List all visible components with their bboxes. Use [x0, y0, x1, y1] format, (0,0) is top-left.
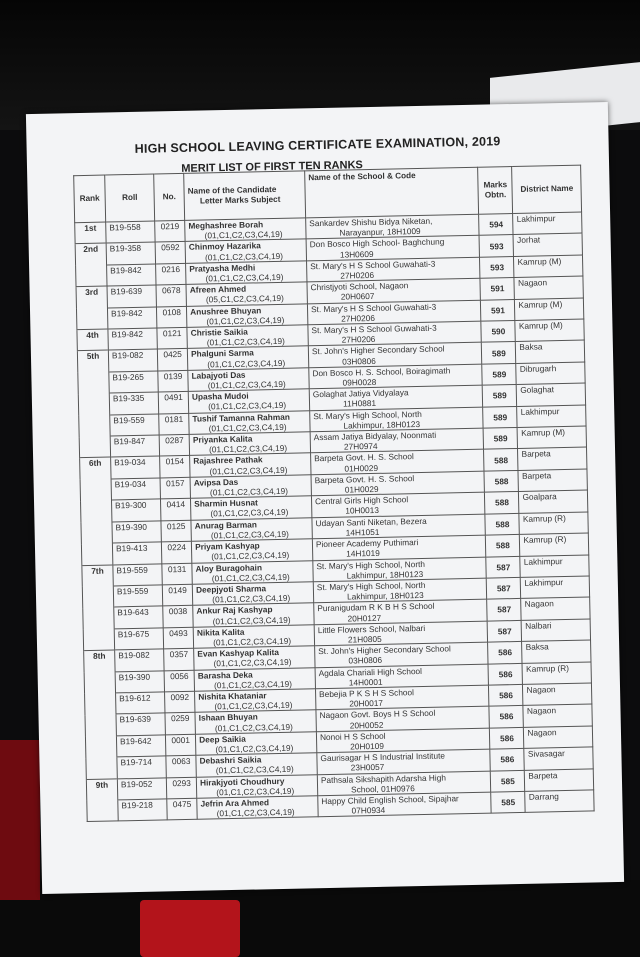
marks-cell: 588 — [484, 470, 519, 492]
school-name: Happy Child English School, Sipajhar — [321, 793, 459, 807]
number-cell: 0216 — [156, 263, 186, 285]
district-cell: Barpeta — [525, 769, 594, 792]
marks-cell: 590 — [481, 321, 516, 343]
candidate-name: Christie Saikia — [190, 326, 248, 338]
candidate-subjects: (01,C1,C2,C3,C4,19) — [215, 742, 294, 755]
school-code: 03H0806 — [348, 655, 383, 666]
marks-cell: 594 — [479, 213, 514, 235]
marks-cell: 591 — [481, 299, 516, 321]
candidate-name: Evan Kashyap Kalita — [197, 647, 280, 659]
school-name: Golaghat Jatiya Vidyalaya — [312, 387, 409, 400]
candidate-subjects: (01,C1,C2,C3,C4,19) — [211, 550, 290, 562]
school-code: Narayanpur, 18H1009 — [339, 226, 421, 238]
marks-cell: 586 — [489, 706, 524, 728]
school-name: Puranigudam R K B H S School — [317, 601, 435, 614]
candidate-cell — [191, 517, 312, 541]
school-name: St. Mary's H S School Guwahati-3 — [310, 258, 436, 272]
district-cell: Kamrup (R) — [519, 512, 588, 535]
school-name: Don Bosco High School- Baghchung — [309, 236, 445, 250]
candidate-cell — [194, 667, 315, 691]
number-cell: 0056 — [164, 670, 194, 692]
header-marks-line2: Obtn. — [484, 190, 507, 200]
school-name: Udayan Santi Niketan, Bezera — [315, 515, 427, 528]
document-subtitle: MERIT LIST OF FIRST TEN RANKS — [181, 159, 363, 175]
candidate-cell — [186, 282, 307, 306]
candidate-cell — [190, 453, 311, 477]
marks-cell: 586 — [490, 749, 525, 771]
rank-cell: 6th — [80, 457, 111, 479]
district-cell: Lakhimpur — [513, 212, 582, 235]
candidate-name: Tushif Tamanna Rahman — [192, 411, 290, 424]
header-rank: Rank — [74, 175, 106, 223]
red-object — [140, 900, 240, 957]
school-name: Sankardev Shishu Bidya Niketan, — [309, 215, 433, 229]
school-name: Barpeta Govt. H. S. School — [314, 451, 414, 464]
rank-cell — [81, 500, 112, 522]
candidate-cell — [188, 368, 309, 392]
candidate-name: Meghashree Borah — [188, 219, 264, 231]
candidate-subjects: (01,C1,C2,C3,C4,19) — [208, 421, 287, 434]
district-cell: Golaghat — [517, 383, 586, 406]
candidate-cell — [187, 303, 308, 327]
candidate-cell — [189, 432, 310, 456]
school-code: 20H0109 — [350, 740, 384, 752]
school-name: St. Mary's High School, North — [316, 558, 426, 571]
number-cell: 0414 — [161, 499, 191, 521]
school-code: 20H0017 — [349, 697, 384, 709]
rank-cell — [83, 629, 114, 651]
school-name: Barpeta Govt. H. S. School — [314, 473, 415, 486]
rank-cell — [83, 607, 114, 629]
number-cell: 0001 — [166, 734, 196, 756]
marks-cell: 589 — [482, 363, 517, 385]
roll-cell: B19-639 — [107, 285, 157, 307]
marks-cell: 589 — [482, 385, 517, 407]
candidate-cell — [192, 539, 313, 563]
candidate-cell — [195, 710, 316, 734]
roll-cell: B19-612 — [116, 692, 166, 714]
candidate-subjects: (01,C1,C2,C3,C4,19) — [209, 485, 289, 498]
school-code: 27H0206 — [340, 269, 375, 281]
rank-cell — [81, 522, 112, 544]
candidate-name: Anushree Bhuyan — [190, 304, 262, 317]
marks-cell: 588 — [484, 449, 519, 471]
school-name: St. John's Higher Secondary School — [318, 643, 451, 657]
marks-cell: 586 — [489, 684, 524, 706]
school-name: St. Mary's H S School Guwahati-3 — [310, 301, 437, 314]
marks-cell: 586 — [490, 727, 525, 749]
candidate-name: Barasha Deka — [197, 669, 253, 681]
number-cell: 0493 — [163, 627, 193, 649]
number-cell: 0181 — [159, 413, 189, 435]
school-name: St. Mary's High School, North — [313, 408, 422, 421]
candidate-cell — [188, 389, 309, 413]
header-marks-line1: Marks — [483, 179, 508, 190]
candidate-subjects: (01,C1,C2,C3,C4,19) — [210, 528, 289, 541]
district-cell: Kamrup (M) — [514, 255, 583, 278]
roll-cell: B19-265 — [109, 371, 159, 393]
roll-cell: B19-052 — [117, 777, 167, 799]
candidate-cell — [192, 582, 313, 606]
rank-cell: 2nd — [75, 243, 106, 265]
candidate-subjects: (01,C1,C2,C3,C4,19) — [204, 250, 284, 263]
district-cell: Kamrup (M) — [518, 426, 587, 449]
marks-cell: 587 — [487, 620, 522, 642]
number-cell: 0139 — [158, 370, 188, 392]
number-cell: 0425 — [158, 349, 188, 371]
roll-cell: B19-559 — [110, 414, 160, 436]
candidate-cell — [195, 689, 316, 713]
number-cell: 0475 — [167, 798, 197, 820]
header-district: District Name — [512, 165, 581, 213]
marks-cell: 586 — [488, 642, 523, 664]
school-code: 27H0206 — [341, 312, 376, 324]
candidate-name: Ankur Raj Kashyap — [196, 604, 273, 617]
school-code: Lakhimpur, 18H0123 — [346, 568, 424, 581]
candidate-cell — [186, 261, 307, 285]
candidate-subjects: (05,C1,C2,C3,C4,19) — [205, 293, 284, 305]
rank-cell — [81, 543, 112, 565]
roll-cell: B19-082 — [115, 649, 165, 671]
roll-cell: B19-034 — [111, 478, 161, 500]
candidate-subjects: (01,C1,C2,C3,C4,19) — [209, 464, 288, 477]
marks-cell: 587 — [486, 556, 521, 578]
rank-cell — [80, 479, 111, 501]
candidate-subjects: (01,C1,C2,C3,C4,19) — [204, 229, 283, 241]
school-code: 20H0052 — [349, 719, 384, 731]
rank-cell: 5th — [77, 350, 108, 372]
roll-cell: B19-847 — [110, 435, 160, 457]
school-code: 10H0013 — [345, 505, 380, 517]
school-name: Assam Jatiya Bidyalay, Noonmati — [313, 429, 437, 443]
roll-cell: B19-082 — [108, 349, 158, 371]
number-cell: 0092 — [165, 691, 195, 713]
school-code: 14H1019 — [346, 548, 380, 559]
number-cell: 0287 — [159, 434, 189, 456]
candidate-name: Deep Saikia — [199, 733, 246, 745]
candidate-subjects: (01,C1,C2,C3,C4,19) — [211, 571, 290, 584]
roll-cell: B19-842 — [107, 264, 157, 286]
school-name: St. Mary's H S School Guwahati-3 — [311, 322, 437, 336]
school-code: 11H0881 — [342, 398, 377, 410]
candidate-cell — [185, 218, 306, 242]
candidate-name: Jefrin Ara Ahmed — [200, 797, 270, 809]
marks-cell: 587 — [486, 577, 521, 599]
school-name: Gaurisagar H S Industrial Institute — [320, 750, 446, 764]
candidate-subjects: (01,C1,C2,C3,C4,19) — [216, 785, 295, 798]
header-marks — [478, 167, 513, 215]
school-name: Pathsala Sikshapith Adarsha High — [320, 772, 446, 785]
school-name: Agdala Chariali High School — [318, 665, 423, 678]
school-code: Lakhimpur, 18H0123 — [346, 590, 424, 602]
candidate-subjects: (01,C1,C2,C3,C4,19) — [208, 443, 288, 455]
rank-cell — [82, 586, 113, 608]
district-cell: Lakhimpur — [521, 576, 590, 599]
marks-cell: 588 — [485, 492, 520, 514]
school-name: St. John's Higher Secondary School — [311, 343, 445, 357]
candidate-name: Labajyoti Das — [191, 369, 246, 381]
rank-cell — [79, 415, 110, 437]
header-candidate-line1: Name of the Candidate — [187, 184, 277, 196]
district-cell: Kamrup (M) — [515, 298, 584, 321]
rank-cell: 8th — [84, 650, 115, 672]
school-code: School, 01H0976 — [351, 782, 415, 795]
number-cell: 0038 — [163, 606, 193, 628]
roll-cell: B19-559 — [113, 563, 163, 585]
number-cell: 0224 — [162, 541, 192, 563]
marks-cell: 587 — [487, 599, 522, 621]
roll-cell: B19-413 — [112, 542, 162, 564]
district-cell: Nagaon — [523, 704, 592, 727]
candidate-cell — [187, 346, 308, 370]
number-cell: 0149 — [162, 584, 192, 606]
roll-cell: B19-034 — [111, 456, 161, 478]
district-cell: Dibrugarh — [516, 362, 585, 385]
district-cell: Nagaon — [521, 597, 590, 620]
candidate-cell — [196, 774, 317, 798]
rank-cell — [76, 265, 107, 287]
school-name: Central Girls High School — [314, 494, 409, 507]
marks-cell: 588 — [486, 535, 521, 557]
district-cell: Baksa — [516, 340, 585, 363]
candidate-subjects: (01,C1,C2,C3,C4,19) — [214, 699, 293, 712]
number-cell: 0678 — [156, 285, 186, 307]
candidate-subjects: (01,C1,C2,C3,C4,19) — [207, 357, 286, 370]
school-name: St. Mary's High School, North — [316, 579, 426, 593]
header-no: No. — [154, 173, 185, 221]
candidate-subjects: (01,C1,C2,C3,C4,19) — [206, 336, 285, 348]
candidate-cell — [191, 496, 312, 520]
district-cell: Goalpara — [519, 490, 588, 513]
candidate-cell — [185, 239, 306, 263]
school-name: Little Flowers School, Nalbari — [317, 622, 426, 635]
school-code: 09H0028 — [342, 376, 377, 388]
roll-cell: B19-358 — [106, 242, 156, 264]
candidate-name: Priyam Kashyap — [195, 540, 260, 552]
merit-list-page — [26, 102, 624, 894]
district-cell: Barpeta — [518, 447, 587, 470]
school-code: 21H0805 — [347, 633, 382, 645]
number-cell: 0131 — [162, 563, 192, 585]
roll-cell: B19-335 — [109, 392, 159, 414]
candidate-subjects: (01,C1,C2,C3,C4,19) — [207, 378, 286, 391]
candidate-subjects: (01,C1,C2,C3,C4,19) — [212, 614, 291, 626]
candidate-name: Nikita Kalita — [196, 626, 245, 638]
rank-cell: 3rd — [76, 286, 107, 308]
candidate-name: Chinmoy Hazarika — [188, 240, 261, 253]
number-cell: 0108 — [157, 306, 187, 328]
document-title: HIGH SCHOOL LEAVING CERTIFICATE EXAMINATION, 2019 — [134, 134, 501, 156]
candidate-name: Avipsa Das — [193, 476, 239, 488]
rank-cell — [79, 436, 110, 458]
roll-cell: B19-842 — [108, 328, 158, 350]
candidate-name: Upasha Mudoi — [191, 390, 249, 403]
candidate-cell — [190, 475, 311, 499]
candidate-name: Afreen Ahmed — [189, 283, 247, 296]
roll-cell: B19-643 — [114, 606, 164, 628]
school-name: Bebejia P K S H S School — [319, 687, 415, 700]
candidate-name: Aloy Buragohain — [195, 561, 263, 574]
school-code: 20H0127 — [347, 612, 382, 624]
rank-cell — [76, 308, 107, 330]
school-name: Don Bosco H. S. School, Boiragimath — [312, 365, 451, 379]
number-cell: 0154 — [160, 456, 190, 478]
number-cell: 0219 — [155, 220, 185, 242]
district-cell: Nagaon — [524, 726, 593, 749]
rank-cell: 1st — [75, 222, 106, 244]
marks-cell: 589 — [483, 428, 518, 450]
candidate-name: Nishita Khataniar — [198, 690, 267, 702]
rank-cell — [85, 714, 116, 736]
roll-cell: B19-675 — [114, 628, 164, 650]
candidate-name: Hirakjyoti Choudhury — [199, 775, 285, 788]
school-code: 27H0206 — [341, 334, 376, 345]
candidate-name: Debashri Saikia — [199, 754, 262, 766]
district-cell: Nagaon — [514, 276, 583, 299]
marks-cell: 589 — [483, 406, 518, 428]
candidate-cell — [196, 753, 317, 777]
district-cell: Jorhat — [514, 233, 583, 256]
number-cell: 0157 — [160, 477, 190, 499]
red-object-left — [0, 740, 40, 900]
rank-cell: 4th — [77, 329, 108, 351]
header-school: Name of the School & Code — [305, 167, 479, 218]
candidate-cell — [197, 796, 318, 820]
rank-cell — [78, 393, 109, 415]
roll-cell: B19-300 — [112, 499, 162, 521]
school-code: 14H1051 — [345, 526, 380, 538]
marks-cell: 585 — [491, 791, 526, 813]
district-cell: Barpeta — [518, 469, 587, 492]
candidate-cell — [189, 410, 310, 434]
candidate-subjects: (01,C1,C2,C3,C4,19) — [213, 635, 292, 648]
number-cell: 0125 — [161, 520, 191, 542]
candidate-name: Deepjyoti Sharma — [195, 583, 267, 595]
candidate-subjects: (01,C1,C2,C3,C4,19) — [208, 400, 287, 412]
school-code: 03H0806 — [342, 355, 376, 367]
school-name: Nonoi H S School — [319, 730, 386, 742]
district-cell: Darrang — [525, 790, 594, 813]
marks-cell: 585 — [491, 770, 526, 792]
number-cell: 0491 — [158, 392, 188, 414]
header-candidate — [184, 171, 306, 221]
number-cell: 0121 — [157, 327, 187, 349]
rank-cell — [78, 372, 109, 394]
school-code: 20H0607 — [340, 291, 375, 303]
candidate-cell — [187, 325, 308, 349]
district-cell: Kamrup (R) — [520, 533, 589, 556]
school-cell — [318, 792, 492, 817]
roll-cell: B19-390 — [115, 670, 165, 692]
number-cell: 0293 — [167, 777, 197, 799]
roll-cell: B19-390 — [112, 521, 162, 543]
candidate-name: Phalguni Sarma — [190, 347, 254, 360]
district-cell: Sivasagar — [524, 747, 593, 770]
header-roll: Roll — [105, 174, 155, 222]
candidate-cell — [194, 646, 315, 670]
district-cell: Lakhimpur — [517, 405, 586, 428]
roll-cell: B19-559 — [113, 585, 163, 607]
candidate-name: Ishaan Bhuyan — [198, 711, 258, 724]
candidate-subjects: (01,C1,C2,C3,C4,19) — [210, 507, 289, 519]
rank-cell — [86, 757, 117, 779]
district-cell: Kamrup (M) — [515, 319, 584, 342]
candidate-cell — [196, 731, 317, 755]
candidate-subjects: (01,C1,C2,C3,C4,19) — [216, 806, 295, 819]
candidate-cell — [193, 603, 314, 627]
marks-cell: 591 — [480, 278, 515, 300]
candidate-subjects: (01,C1,C2,C3,C4,19) — [205, 271, 284, 284]
rank-cell — [85, 693, 116, 715]
district-cell: Nalbari — [522, 619, 591, 642]
school-name: Nagaon Govt. Boys H S School — [319, 708, 436, 721]
school-code: 01H0029 — [344, 462, 379, 474]
marks-cell: 593 — [479, 235, 514, 257]
roll-cell: B19-642 — [116, 735, 166, 757]
candidate-cell — [192, 560, 313, 584]
district-cell: Kamrup (R) — [522, 661, 591, 684]
candidate-name: Priyanka Kalita — [192, 433, 253, 445]
roll-cell: B19-558 — [106, 221, 156, 243]
header-candidate-line2: Letter Marks Subject — [199, 194, 281, 206]
roll-cell: B19-842 — [107, 307, 157, 329]
candidate-subjects: (01,C1,C2,C3,C4,19) — [213, 657, 292, 669]
marks-cell: 593 — [480, 256, 515, 278]
number-cell: 0259 — [165, 713, 195, 735]
rank-cell — [87, 800, 118, 822]
school-code: 07H0934 — [351, 804, 386, 816]
candidate-cell — [193, 624, 314, 648]
candidate-subjects: (01,C1,C2,C3,C4,19) — [215, 764, 294, 776]
candidate-subjects: (01,C1,C2,C3,C4,19) — [214, 721, 293, 733]
rank-cell — [85, 736, 116, 758]
roll-cell: B19-714 — [117, 756, 167, 778]
school-code: 23H0057 — [350, 762, 385, 773]
district-cell: Lakhimpur — [520, 554, 589, 577]
merit-table — [73, 165, 594, 823]
school-code: 14H0001 — [348, 676, 383, 688]
marks-cell: 589 — [482, 342, 517, 364]
roll-cell: B19-218 — [118, 799, 168, 821]
candidate-name: Anurag Barman — [194, 519, 258, 531]
candidate-name: Sharmin Husnat — [194, 497, 258, 510]
school-name: Christjyoti School, Nagaon — [310, 280, 409, 293]
marks-cell: 586 — [488, 663, 523, 685]
marks-cell: 588 — [485, 513, 520, 535]
school-code: 01H0029 — [344, 483, 379, 495]
school-code: 13H0609 — [339, 248, 374, 260]
candidate-name: Pratyasha Medhi — [189, 262, 256, 274]
rank-cell: 7th — [82, 564, 113, 586]
district-cell: Nagaon — [523, 683, 592, 706]
candidate-subjects: (01,C1,C2,C3,C4,19) — [213, 678, 293, 691]
number-cell: 0592 — [155, 242, 185, 264]
rank-cell — [84, 671, 115, 693]
candidate-subjects: (01,C1,C2,C3,C4,19) — [206, 314, 285, 327]
rank-cell: 9th — [86, 778, 117, 800]
school-name: Pioneer Academy Puthimari — [315, 537, 419, 550]
number-cell: 0357 — [164, 648, 194, 670]
candidate-name: Rajashree Pathak — [193, 454, 263, 467]
school-code: 27H0974 — [343, 441, 378, 452]
school-code: Lakhimpur, 18H0123 — [343, 418, 421, 431]
district-cell: Baksa — [522, 640, 591, 663]
candidate-subjects: (01,C1,C2,C3,C4,19) — [212, 592, 291, 605]
number-cell: 0063 — [166, 755, 196, 777]
roll-cell: B19-639 — [116, 713, 166, 735]
